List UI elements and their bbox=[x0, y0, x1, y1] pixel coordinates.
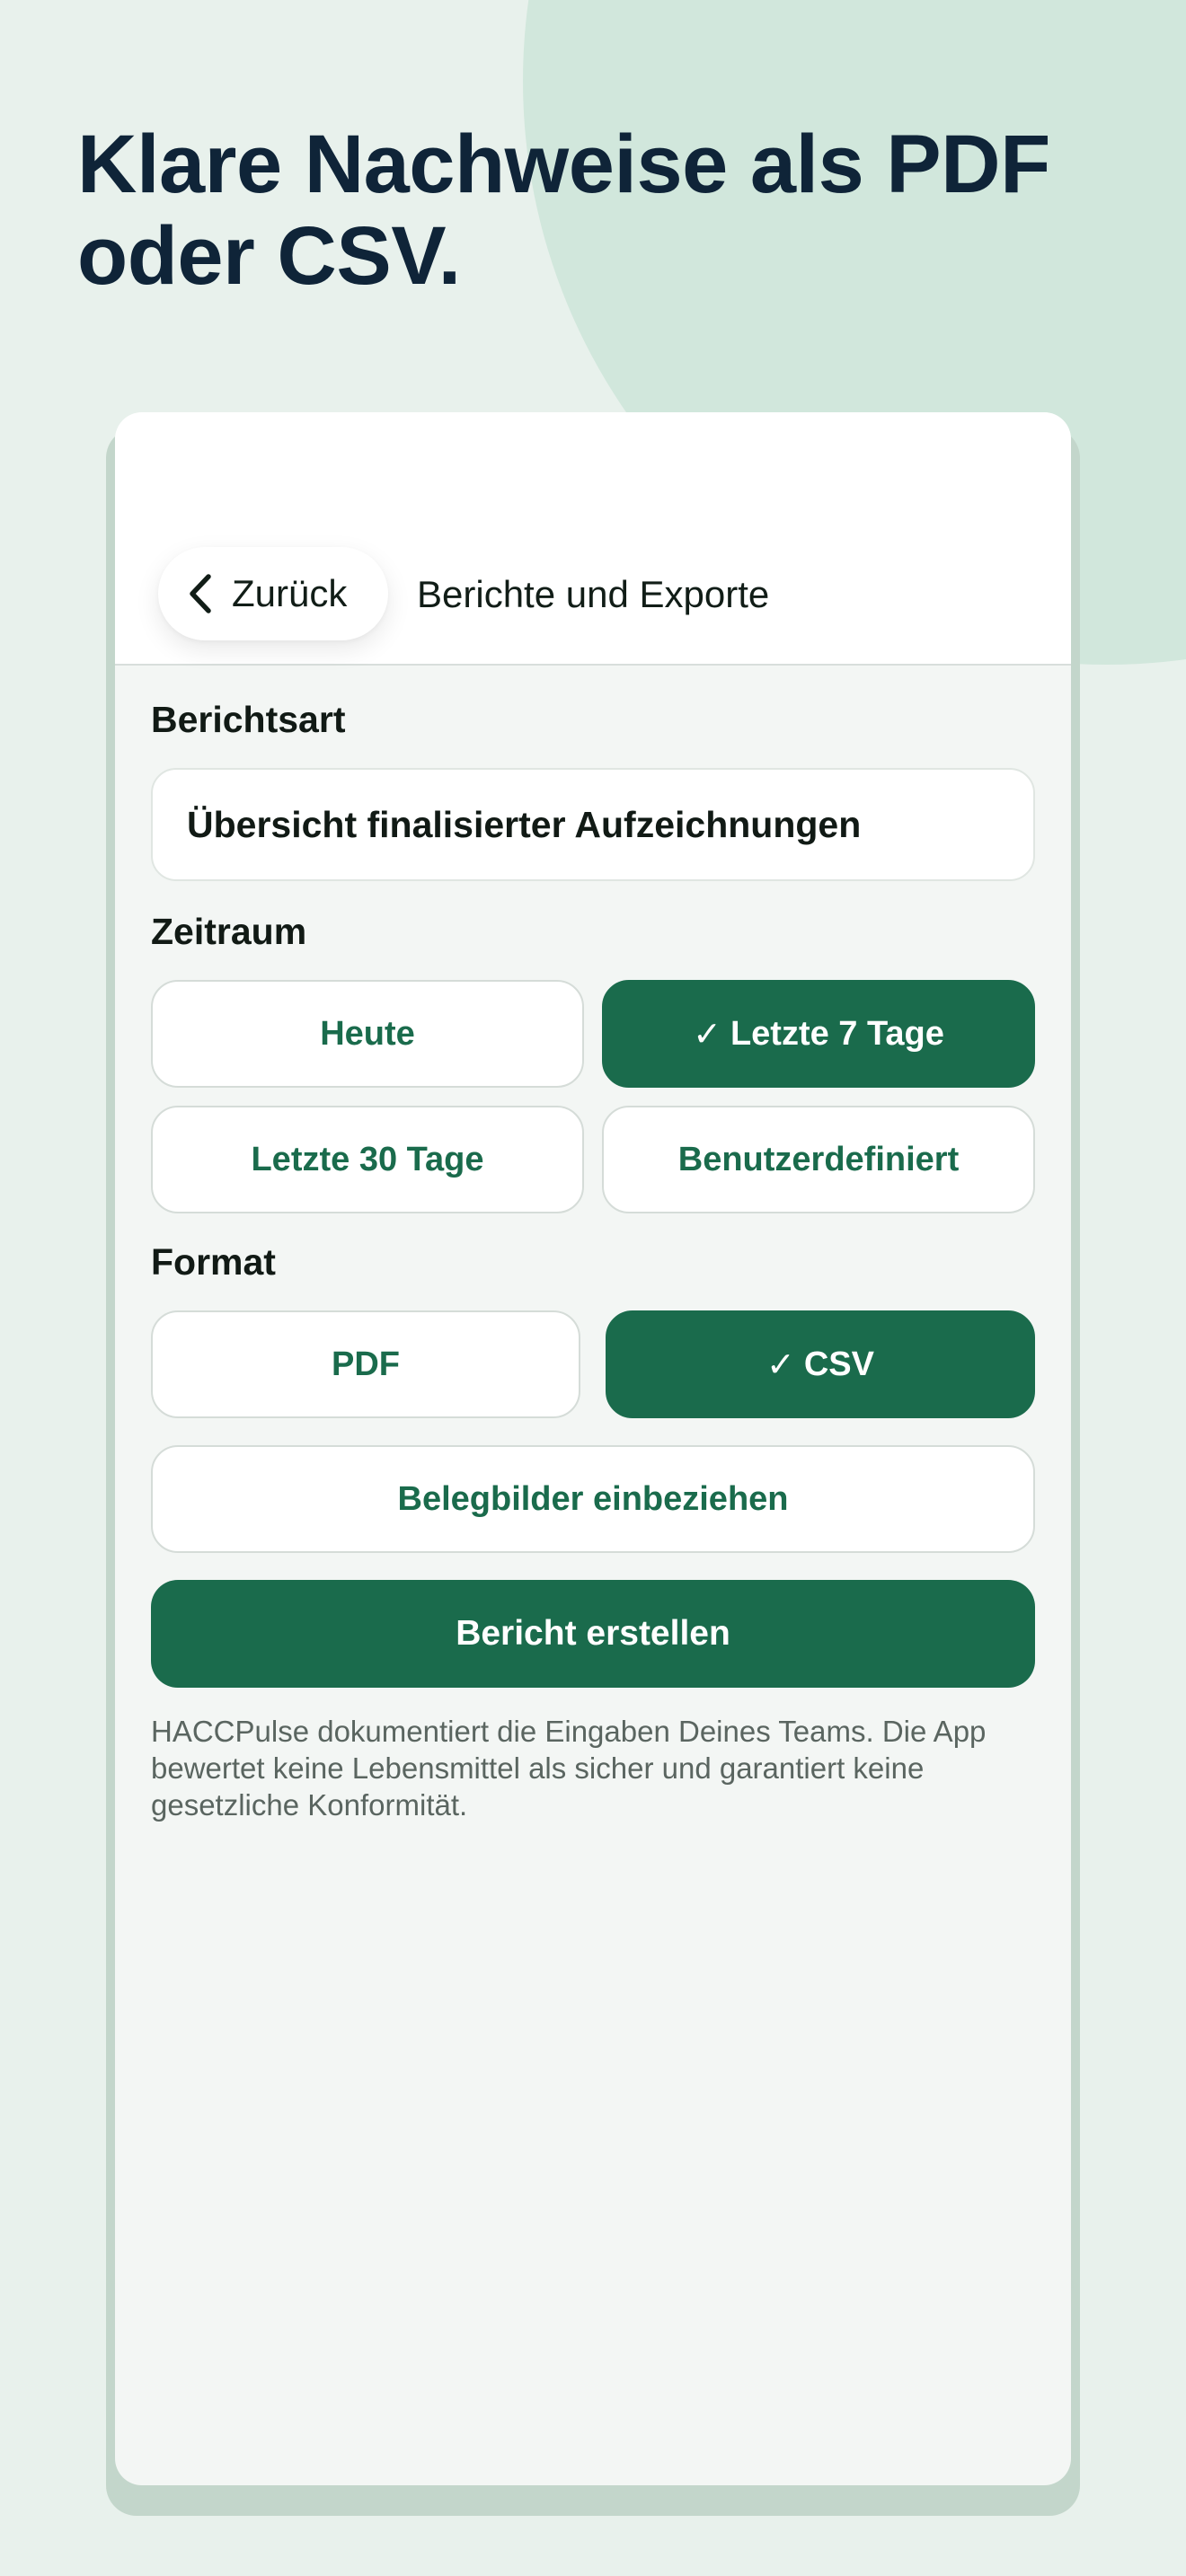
checkmark-icon: ✓ bbox=[693, 1015, 721, 1054]
report-type-label: Berichtsart bbox=[151, 699, 346, 740]
back-button-label: Zurück bbox=[232, 572, 348, 614]
option-label: PDF bbox=[332, 1345, 400, 1383]
format-option-csv[interactable] bbox=[606, 1310, 1035, 1418]
chevron-left-icon bbox=[185, 573, 216, 614]
option-label: Benutzerdefiniert bbox=[677, 1140, 960, 1178]
period-label: Zeitraum bbox=[151, 911, 307, 952]
period-option-today[interactable] bbox=[151, 980, 584, 1088]
checkmark-icon: ✓ bbox=[766, 1345, 795, 1384]
phone-screen bbox=[115, 412, 1071, 2485]
report-type-value: Übersicht finalisierter Aufzeichnungen bbox=[187, 803, 862, 845]
option-label: Belegbilder einbeziehen bbox=[397, 1479, 789, 1518]
option-label: CSV bbox=[803, 1345, 874, 1383]
include-images-toggle[interactable] bbox=[151, 1445, 1035, 1553]
period-option-last-30-days[interactable] bbox=[151, 1106, 584, 1213]
screen-title: Berichte und Exporte bbox=[417, 573, 770, 615]
report-type-select[interactable] bbox=[151, 768, 1035, 881]
back-button[interactable] bbox=[158, 547, 388, 640]
format-label: Format bbox=[151, 1241, 276, 1283]
period-option-last-7-days[interactable] bbox=[602, 980, 1035, 1088]
disclaimer-text: HACCPulse dokumentiert die Eingaben Deines Teams. Die App bewertet keine Lebensmittel als sicher und garantiert keine gesetzliche Konformität. bbox=[151, 1715, 987, 1822]
option-label: Heute bbox=[320, 1014, 415, 1053]
format-option-pdf[interactable] bbox=[151, 1310, 580, 1418]
create-report-button[interactable]: Bericht erstellen bbox=[151, 1580, 1035, 1688]
option-label: Letzte 30 Tage bbox=[251, 1140, 484, 1178]
headline: Klare Nachweise als PDF oder CSV. bbox=[77, 119, 1050, 302]
navigation-bar bbox=[115, 412, 1071, 666]
option-label: Letzte 7 Tage bbox=[730, 1014, 944, 1053]
period-option-custom[interactable] bbox=[602, 1106, 1035, 1213]
